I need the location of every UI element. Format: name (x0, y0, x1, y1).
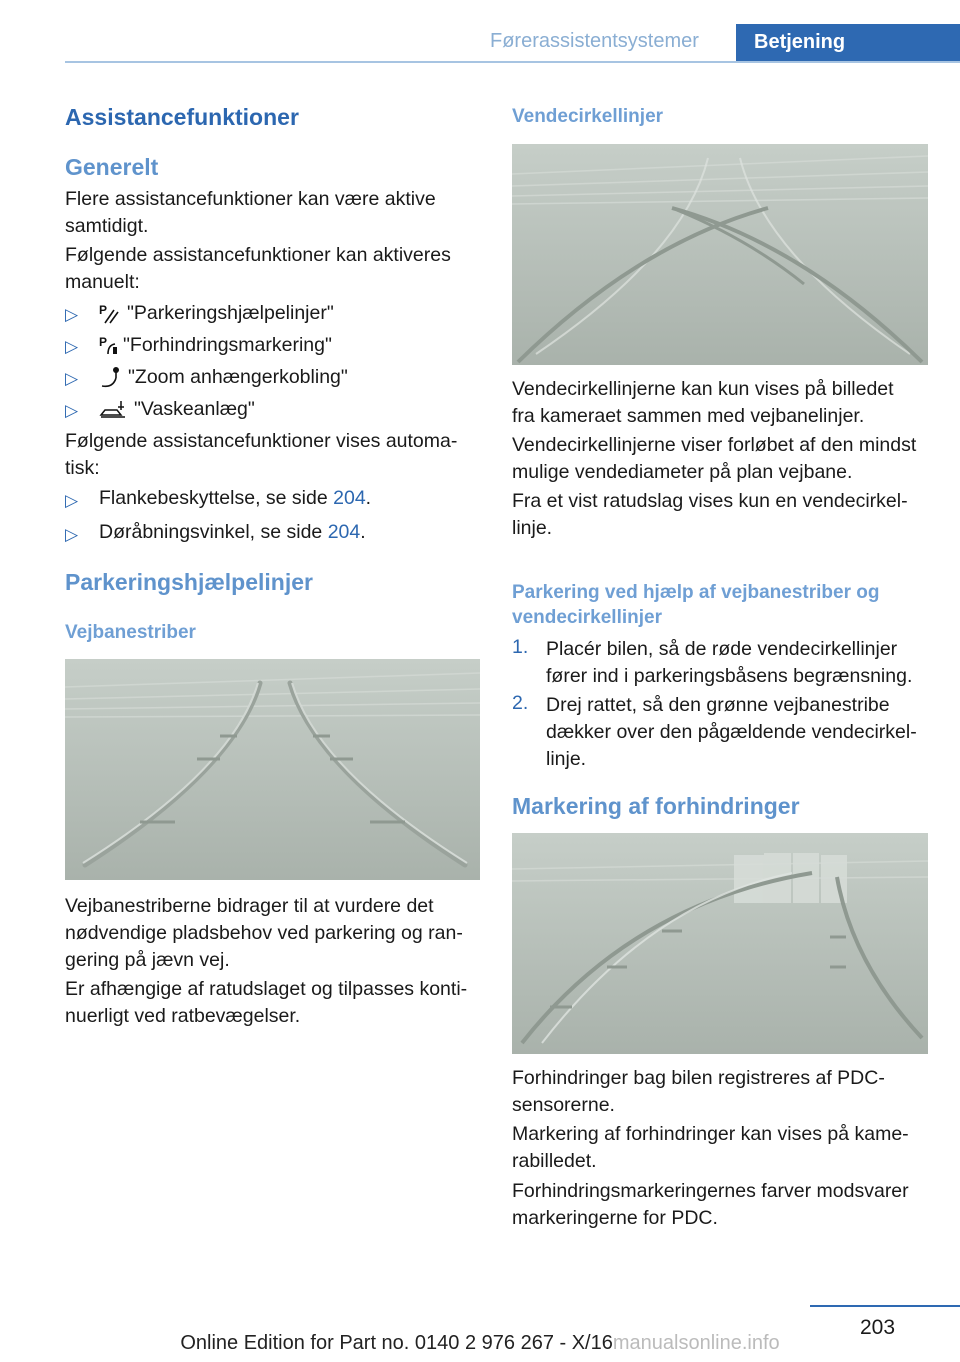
text-line: manuelt: (65, 271, 140, 293)
auto-item-tail: . (365, 487, 372, 509)
text-line: Følgende assistancefunktioner vises automa‐ (65, 430, 458, 452)
heading-parkeringshjaelpelinjer: Parkeringshjælpelinjer (65, 569, 313, 595)
running-header-section: Førerassistentsystemer (490, 30, 699, 52)
lane-stripes-figure (65, 659, 480, 880)
text-line: rabilledet. (512, 1150, 597, 1172)
paragraph-markering-1 (512, 1065, 885, 1119)
edition-text: Online Edition for Part no. 0140 2 976 267 - X/16 (180, 1332, 613, 1354)
heading-parkering-hjaelp (512, 580, 879, 630)
text-line: tisk: (65, 457, 100, 479)
text-line: Markering af forhindringer kan vises på kame‐ (512, 1123, 909, 1145)
heading-line: vendecirkellinjer (512, 607, 662, 628)
running-header-tab-label: Betjening (754, 31, 846, 53)
watermark-text: manualsonline.info (612, 1332, 780, 1354)
paragraph-vejbanestriber-1 (65, 893, 463, 974)
heading-line: Parkering ved hjælp af vejbanestriber og (512, 582, 880, 603)
heading-markering: Markering af forhindringer (512, 793, 800, 819)
heading-assistancefunktioner: Assistancefunktioner (65, 104, 299, 130)
bullet-triangle-icon: ▷ (65, 491, 79, 510)
text-line: Vendecirkellinjerne viser forløbet af den mindst (512, 434, 917, 456)
text-line: Er afhængige af ratudslaget og tilpasses konti‐ (65, 978, 468, 1000)
svg-text:P: P (99, 335, 108, 349)
car-wash-icon (99, 398, 127, 420)
page-link[interactable]: 204 (333, 487, 366, 509)
text-line: samtidigt. (65, 215, 149, 237)
text-line: fra kameraet sammen med vejbanelinjer. (512, 405, 865, 427)
obstacle-marking-figure (512, 833, 928, 1054)
step-text (546, 636, 912, 690)
bullet-triangle-icon: ▷ (65, 305, 79, 324)
text-line: Forhindringsmarkeringernes farver modsvarer (512, 1180, 909, 1202)
step-number: 2. (512, 692, 529, 714)
auto-item-tail: . (360, 521, 366, 543)
paragraph-automatic (65, 428, 457, 482)
text-line: mulige vendediameter på plan vejbane. (512, 461, 853, 483)
trailer-hitch-zoom-icon (99, 366, 123, 390)
auto-item (99, 485, 371, 512)
header-rule (65, 61, 960, 63)
manual-item-label: "Vaskeanlæg" (134, 398, 255, 420)
text-line: markeringerne for PDC. (512, 1207, 718, 1229)
parking-lines-icon (99, 302, 119, 324)
auto-item (99, 519, 366, 546)
paragraph-generelt-2 (65, 242, 451, 296)
text-line: Flere assistancefunktioner kan være aktive (65, 188, 436, 210)
paragraph-markering-2 (512, 1121, 909, 1175)
manual-item-label: "Parkeringshjælpelinjer" (127, 302, 334, 324)
paragraph-vende-1 (512, 376, 894, 430)
text-line: Fra et vist ratudslag vises kun en vendecirkel‐ (512, 490, 908, 512)
auto-item-text: Flankebeskyttelse, se side (99, 487, 334, 509)
page-number: 203 (860, 1316, 896, 1339)
manual-item-label: "Zoom anhængerkobling" (128, 366, 348, 388)
paragraph-markering-3 (512, 1178, 909, 1232)
text-line: Forhindringer bag bilen registreres af PDC- (512, 1067, 885, 1089)
obstacle-marking-icon (99, 334, 119, 356)
text-line: Placér bilen, så de røde vendecirkellinjer (546, 638, 898, 660)
text-line: sensorerne. (512, 1094, 615, 1116)
page-link[interactable]: 204 (327, 521, 361, 543)
page-number-rule (810, 1305, 960, 1307)
bullet-triangle-icon: ▷ (65, 525, 79, 544)
manual-item-label: "Forhindringsmarkering" (123, 334, 332, 356)
text-line: Vejbanestriberne bidrager til at vurdere det (65, 895, 434, 917)
step-number: 1. (512, 636, 529, 658)
running-header-tab (736, 24, 960, 63)
svg-text:P: P (99, 303, 108, 317)
text-line: fører ind i parkeringsbåsens begrænsning. (546, 665, 913, 687)
heading-vejbanestriber: Vejbanestriber (65, 622, 196, 643)
text-line: linje. (512, 517, 553, 539)
heading-vendecirkellinjer: Vendecirkellinjer (512, 106, 664, 127)
text-line: nuerligt ved ratbevægelser. (65, 1005, 301, 1027)
text-line: gering på jævn vej. (65, 949, 230, 971)
text-line: Følgende assistancefunktioner kan aktiveres (65, 244, 451, 266)
step-text (546, 692, 917, 773)
paragraph-vejbanestriber-2 (65, 976, 467, 1030)
text-line: Drej rattet, så den grønne vejbanestribe (546, 694, 890, 716)
text-line: nødvendige pladsbehov ved parkering og ran‐ (65, 922, 463, 944)
heading-generelt: Generelt (65, 154, 159, 180)
paragraph-vende-3 (512, 488, 908, 542)
turning-circle-figure (512, 144, 928, 365)
paragraph-generelt-1 (65, 186, 436, 240)
text-line: linje. (546, 748, 587, 770)
bullet-triangle-icon: ▷ (65, 401, 79, 420)
bullet-triangle-icon: ▷ (65, 337, 79, 356)
paragraph-vende-2 (512, 432, 916, 486)
footer-edition-line (0, 1332, 960, 1355)
text-line: Vendecirkellinjerne kan kun vises på billedet (512, 378, 894, 400)
auto-item-text: Døråbningsvinkel, se side (99, 521, 328, 543)
bullet-triangle-icon: ▷ (65, 369, 79, 388)
text-line: dækker over den pågældende vendecirkel‐ (546, 721, 917, 743)
